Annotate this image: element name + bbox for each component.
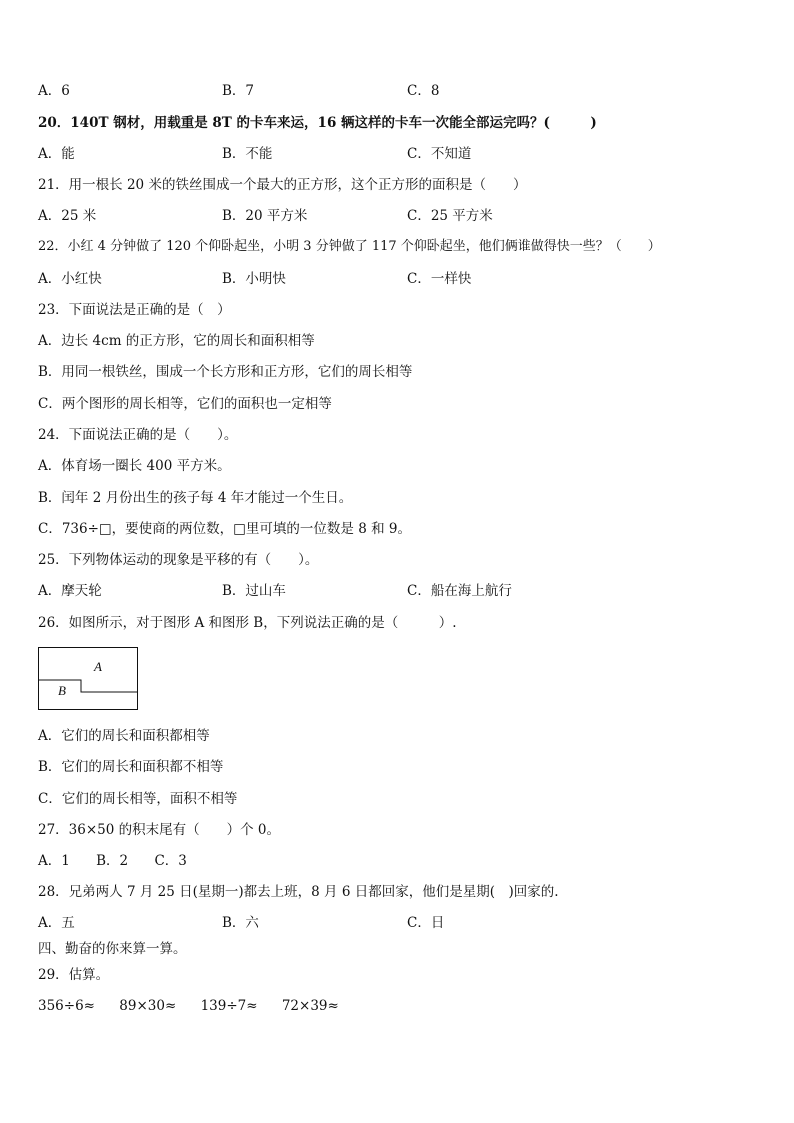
q24-question: 24．下面说法正确的是（ ）。: [38, 427, 238, 443]
q22-option-a: A．小红快: [38, 271, 102, 287]
q19-option-c: C．8: [407, 83, 440, 99]
q21-option-a: A．25 米: [38, 208, 97, 224]
q26-option-b: B．它们的周长和面积都不相等: [38, 759, 224, 775]
q21-question: 21．用一根长 20 米的铁丝围成一个最大的正方形，这个正方形的面积是（ ）: [38, 177, 527, 193]
q27-question: 27．36×50 的积末尾有（ ）个 0。: [38, 822, 281, 838]
figure-outer-rect: [39, 648, 138, 710]
q19-option-a: A．6: [38, 83, 70, 99]
q24-option-b: B．闰年 2 月份出生的孩子每 4 年才能过一个生日。: [38, 490, 353, 506]
figure-label-a: A: [94, 659, 102, 674]
q26-figure: [38, 647, 138, 710]
q27-option-c: C．3: [154, 853, 187, 869]
section-4-title: 四、勤奋的你来算一算。: [38, 941, 187, 957]
q24-option-a: A．体育场一圈长 400 平方米。: [38, 458, 231, 474]
q29-estimates: [38, 998, 359, 1014]
q23-option-b: B．用同一根铁丝，围成一个长方形和正方形，它们的周长相等: [38, 364, 413, 380]
q29-question: 29．估算。: [38, 967, 110, 983]
q22-option-c: C．一样快: [407, 271, 472, 287]
figure-divider-line: [39, 680, 138, 692]
q21-option-c: C．25 平方米: [407, 208, 493, 224]
q23-question: 23．下面说法是正确的是（ ）: [38, 302, 231, 318]
q29-item-4: 72×39≈: [281, 998, 339, 1014]
q20-question: 20．140T 钢材，用载重是 8T 的卡车来运，16 辆这样的卡车一次能全部运完吗？( ): [38, 115, 597, 131]
figure-label-b: B: [58, 683, 66, 698]
q29-item-3: 139÷7≈: [200, 998, 258, 1014]
q20-option-c: C．不知道: [407, 146, 472, 162]
q20-option-b: B．不能: [222, 146, 273, 162]
q26-option-c: C．它们的周长相等，面积不相等: [38, 791, 238, 807]
q22-question: 22．小红 4 分钟做了 120 个仰卧起坐，小明 3 分钟做了 117 个仰卧起坐，他们俩谁做得快一些？（ ）: [38, 239, 661, 254]
q25-option-c: C．船在海上航行: [407, 583, 512, 599]
q27-option-a: A．1: [38, 853, 70, 869]
q23-option-c: C．两个图形的周长相等，它们的面积也一定相等: [38, 396, 332, 412]
q24-option-c: C．736÷□，要使商的两位数，□里可填的一位数是 8 和 9。: [38, 521, 411, 537]
q26-question: 26．如图所示，对于图形 A 和图形 B，下列说法正确的是（ ）.: [38, 615, 457, 631]
q19-option-b: B．7: [222, 83, 255, 99]
q20-option-a: A．能: [38, 146, 75, 162]
q28-option-a: A．五: [38, 915, 75, 931]
q28-option-c: C．日: [407, 915, 445, 931]
q22-option-b: B．小明快: [222, 271, 286, 287]
q23-option-a: A．边长 4cm 的正方形，它的周长和面积相等: [38, 333, 315, 349]
q26-option-a: A．它们的周长和面积都相等: [38, 728, 210, 744]
q29-item-2: 89×30≈: [119, 998, 177, 1014]
q21-option-b: B．20 平方米: [222, 208, 308, 224]
q28-option-b: B．六: [222, 915, 259, 931]
q28-question: 28．兄弟两人 7 月 25 日(星期一)都去上班，8 月 6 日都回家，他们是星期( )回家的.: [38, 884, 559, 900]
q27-option-b: B．2: [96, 853, 129, 869]
q27-options: [38, 853, 209, 869]
q25-question: 25．下列物体运动的现象是平移的有（ ）。: [38, 552, 319, 568]
q29-item-1: 356÷6≈: [38, 998, 95, 1014]
q25-option-b: B．过山车: [222, 583, 286, 599]
q25-option-a: A．摩天轮: [38, 583, 102, 599]
